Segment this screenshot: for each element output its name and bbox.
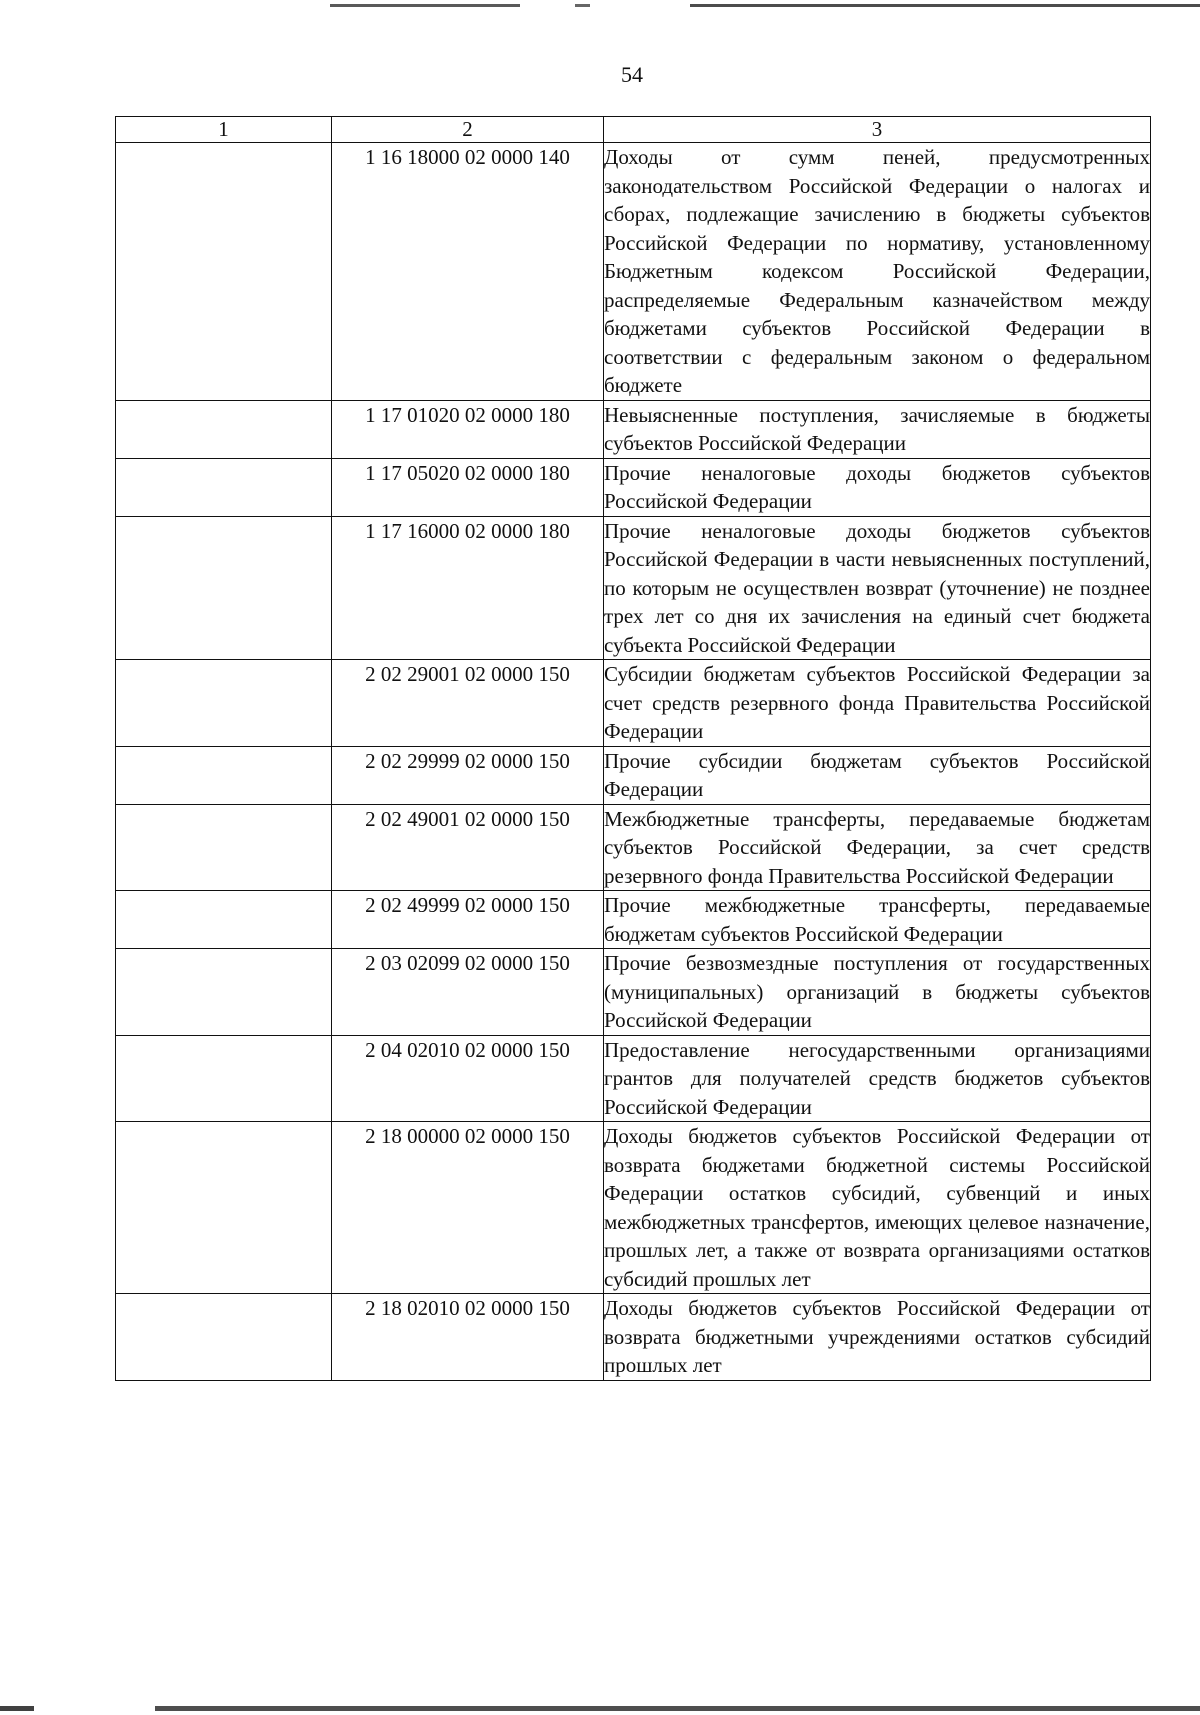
- table-row: [116, 458, 1151, 516]
- table-row: [116, 804, 1151, 891]
- row-admin-cell: [116, 1294, 332, 1381]
- table-row: [116, 949, 1151, 1036]
- column-header-2: 2: [332, 117, 604, 143]
- revenue-code-cell: 2 18 00000 02 0000 150: [332, 1122, 604, 1294]
- table-row: [116, 516, 1151, 660]
- revenue-description-cell: Межбюджетные трансферты, передаваемые бюджетам субъектов Российской Федерации, за счет средств резервного фонда Правительства Российской Федерации: [604, 804, 1151, 891]
- table-header-row: [116, 117, 1151, 143]
- revenue-description-cell: Прочие неналоговые доходы бюджетов субъектов Российской Федерации: [604, 458, 1151, 516]
- revenue-description-cell: Невыясненные поступления, зачисляемые в бюджеты субъектов Российской Федерации: [604, 400, 1151, 458]
- row-admin-cell: [116, 1122, 332, 1294]
- table-row: [116, 660, 1151, 747]
- revenue-code-cell: 1 16 18000 02 0000 140: [332, 143, 604, 401]
- row-admin-cell: [116, 143, 332, 401]
- row-admin-cell: [116, 891, 332, 949]
- revenue-description-cell: Предоставление негосударственными организациями грантов для получателей средств бюджетов субъектов Российской Федерации: [604, 1035, 1151, 1122]
- revenue-code-cell: 1 17 05020 02 0000 180: [332, 458, 604, 516]
- row-admin-cell: [116, 746, 332, 804]
- table-row: [116, 1035, 1151, 1122]
- scan-edge-bottom: [0, 1706, 1200, 1711]
- revenue-code-cell: 2 02 49999 02 0000 150: [332, 891, 604, 949]
- row-admin-cell: [116, 516, 332, 660]
- table-row: [116, 746, 1151, 804]
- row-admin-cell: [116, 660, 332, 747]
- revenue-codes-table: [115, 116, 1151, 1381]
- table-row: [116, 1122, 1151, 1294]
- scan-edge-top: [0, 4, 1200, 7]
- column-header-1: 1: [116, 117, 332, 143]
- row-admin-cell: [116, 1035, 332, 1122]
- revenue-code-cell: 1 17 01020 02 0000 180: [332, 400, 604, 458]
- revenue-code-cell: 2 18 02010 02 0000 150: [332, 1294, 604, 1381]
- row-admin-cell: [116, 458, 332, 516]
- revenue-code-cell: 2 02 29001 02 0000 150: [332, 660, 604, 747]
- row-admin-cell: [116, 949, 332, 1036]
- revenue-code-cell: 2 02 49001 02 0000 150: [332, 804, 604, 891]
- row-admin-cell: [116, 804, 332, 891]
- table-row: [116, 891, 1151, 949]
- revenue-code-cell: 2 02 29999 02 0000 150: [332, 746, 604, 804]
- revenue-code-cell: 2 03 02099 02 0000 150: [332, 949, 604, 1036]
- revenue-code-cell: 2 04 02010 02 0000 150: [332, 1035, 604, 1122]
- revenue-description-cell: Субсидии бюджетам субъектов Российской Федерации за счет средств резервного фонда Правительства Российской Федерации: [604, 660, 1151, 747]
- table-row: [116, 1294, 1151, 1381]
- revenue-description-cell: Доходы бюджетов субъектов Российской Федерации от возврата бюджетными учреждениями остатков субсидий прошлых лет: [604, 1294, 1151, 1381]
- page-number: 54: [621, 62, 643, 87]
- table-row: [116, 143, 1151, 401]
- revenue-description-cell: Прочие неналоговые доходы бюджетов субъектов Российской Федерации в части невыясненных поступлений, по которым не осуществлен возврат (уточнение) не позднее трех лет со дня их зачисления на единый счет бюджета субъекта Российской Федерации: [604, 516, 1151, 660]
- revenue-description-cell: Доходы бюджетов субъектов Российской Федерации от возврата бюджетами бюджетной системы Российской Федерации остатков субсидий, субвенций и иных межбюджетных трансфертов, имеющих целевое назначение, прошлых лет, а также от возврата организациями остатков субсидий прошлых лет: [604, 1122, 1151, 1294]
- revenue-description-cell: Прочие межбюджетные трансферты, передаваемые бюджетам субъектов Российской Федерации: [604, 891, 1151, 949]
- column-header-3: 3: [604, 117, 1151, 143]
- revenue-description-cell: Доходы от сумм пеней, предусмотренных законодательством Российской Федерации о налогах и сборах, подлежащие зачислению в бюджеты субъектов Российской Федерации по нормативу, установленному Бюджетным кодексом Российской Федерации, распределяемые Федеральным казначейством между бюджетами субъектов Российской Федерации в соответствии с федеральным законом о федеральном бюджете: [604, 143, 1151, 401]
- table-row: [116, 400, 1151, 458]
- revenue-description-cell: Прочие субсидии бюджетам субъектов Российской Федерации: [604, 746, 1151, 804]
- revenue-code-cell: 1 17 16000 02 0000 180: [332, 516, 604, 660]
- row-admin-cell: [116, 400, 332, 458]
- revenue-description-cell: Прочие безвозмездные поступления от государственных (муниципальных) организаций в бюджеты субъектов Российской Федерации: [604, 949, 1151, 1036]
